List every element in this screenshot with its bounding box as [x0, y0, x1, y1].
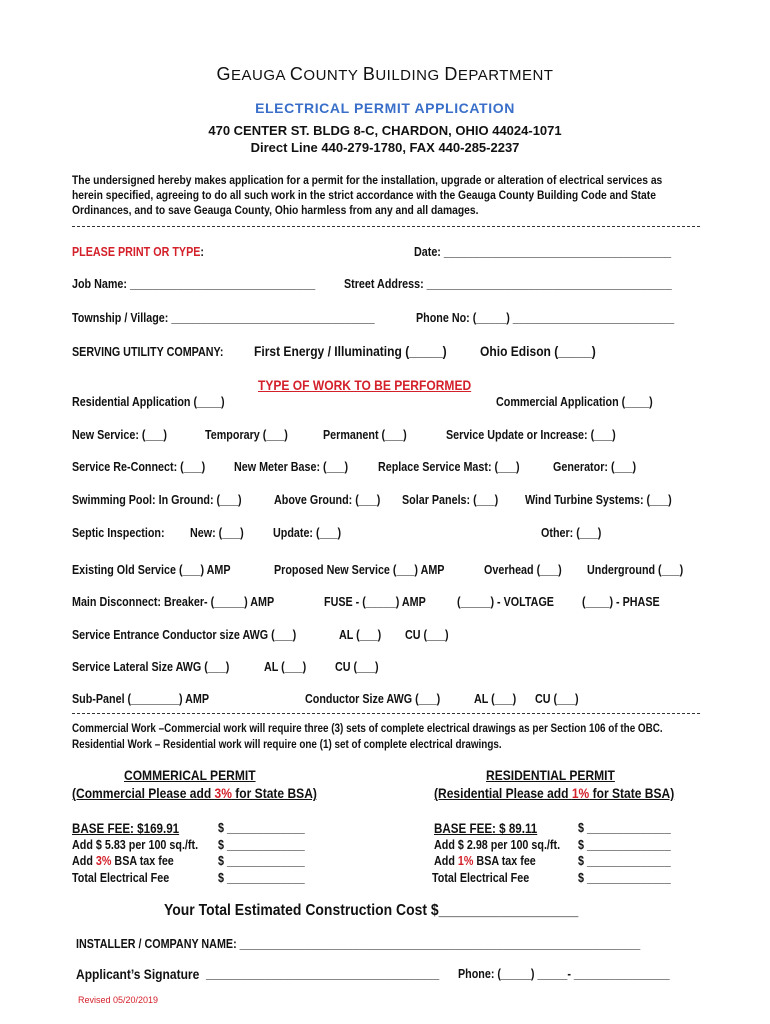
service-reconnect-option[interactable]: Service Re-Connect: (___) — [72, 460, 206, 474]
dept-text: UILDING — [375, 67, 445, 84]
main-disconnect-field[interactable]: Main Disconnect: Breaker- (_____) AMP — [72, 595, 275, 609]
applicant-signature-line[interactable]: _______________________________________ — [206, 967, 440, 981]
new-meter-base-option[interactable]: New Meter Base: (___) — [234, 460, 349, 474]
please-print-text: PLEASE PRINT OR TYPE — [72, 245, 201, 259]
dept-text: OUNTY — [303, 67, 363, 84]
lateral-cu-option[interactable]: CU (___) — [335, 660, 379, 674]
conductor-cu-option[interactable]: CU (___) — [535, 692, 579, 706]
commercial-base-fee: BASE FEE: $169.91 — [72, 821, 180, 836]
conductor-al-option[interactable]: AL (___) — [474, 692, 517, 706]
residential-fee-blank[interactable]: $ ______________ — [578, 838, 671, 852]
residential-fee-blank[interactable]: $ ______________ — [578, 871, 671, 885]
dept-letter: D — [444, 64, 458, 84]
commercial-total-fee: Total Electrical Fee — [72, 871, 170, 885]
commercial-fee-blank[interactable]: $ _____________ — [218, 821, 305, 835]
bsa-text: Add — [72, 854, 96, 868]
township-field[interactable]: Township / Village: __________________________________ — [72, 311, 375, 325]
underground-option[interactable]: Underground (___) — [587, 563, 684, 577]
revised-date: Revised 05/20/2019 — [78, 995, 159, 1005]
street-address-field[interactable]: Street Address: _________________________________________ — [344, 277, 672, 291]
residential-permit-subtitle — [434, 785, 674, 801]
swimming-pool-in-ground-option[interactable]: Swimming Pool: In Ground: (___) — [72, 493, 242, 507]
service-lateral-size-field[interactable]: Service Lateral Size AWG (___) — [72, 660, 230, 674]
replace-service-mast-option[interactable]: Replace Service Mast: (___) — [378, 460, 520, 474]
solar-panels-option[interactable]: Solar Panels: (___) — [402, 493, 499, 507]
commercial-application-option[interactable]: Commercial Application (____) — [496, 395, 653, 409]
bsa-percent: 3% — [214, 785, 232, 801]
date-field[interactable]: Date: ______________________________________ — [414, 245, 672, 259]
generator-option[interactable]: Generator: (___) — [553, 460, 637, 474]
form-title: ELECTRICAL PERMIT APPLICATION — [255, 100, 515, 116]
conductor-size-field[interactable]: Conductor Size AWG (___) — [305, 692, 441, 706]
total-construction-cost-field[interactable]: Your Total Estimated Construction Cost $__________________ — [164, 902, 579, 919]
department-name — [0, 64, 770, 85]
residential-per-sqft: Add $ 2.98 per 100 sq./ft. — [434, 838, 561, 852]
septic-new-option[interactable]: New: (___) — [190, 526, 244, 540]
dept-letter: B — [362, 64, 376, 84]
existing-old-service-field[interactable]: Existing Old Service (___) AMP — [72, 563, 231, 577]
above-ground-option[interactable]: Above Ground: (___) — [274, 493, 381, 507]
dept-text: EAUGA — [231, 67, 290, 84]
service-update-option[interactable]: Service Update or Increase: (___) — [446, 428, 616, 442]
serving-utility-label: SERVING UTILITY COMPANY: — [72, 345, 224, 359]
commercial-permit-title: COMMERICAL PERMIT — [124, 767, 256, 783]
commercial-fee-blank[interactable]: $ _____________ — [218, 854, 305, 868]
permanent-option[interactable]: Permanent (___) — [323, 428, 407, 442]
overhead-option[interactable]: Overhead (___) — [484, 563, 562, 577]
subtitle-text: for State BSA) — [231, 785, 317, 801]
subtitle-text: for State BSA) — [589, 785, 675, 801]
voltage-field[interactable]: (_____) - VOLTAGE — [457, 595, 554, 609]
phase-field[interactable]: (____) - PHASE — [582, 595, 660, 609]
please-print-label — [72, 245, 204, 259]
bsa-text: BSA tax fee — [111, 854, 174, 868]
commercial-fee-blank[interactable]: $ _____________ — [218, 871, 305, 885]
residential-work-note: Residential Work – Residential work will require one (1) set of complete electrical drawings. — [72, 739, 502, 751]
proposed-new-service-field[interactable]: Proposed New Service (___) AMP — [274, 563, 445, 577]
intro-line-3: Ordinances, and to save Geauga County, Ohio harmless from any and all damages. — [72, 205, 479, 217]
residential-fee-blank[interactable]: $ ______________ — [578, 854, 671, 868]
phone-line: Direct Line 440-279-1780, FAX 440-285-2237 — [250, 140, 520, 155]
dept-letter: C — [289, 64, 304, 84]
divider — [72, 713, 700, 714]
applicant-signature-label: Applicant’s Signature — [76, 966, 200, 982]
installer-company-field[interactable]: INSTALLER / COMPANY NAME: ___________________________________________________________________ — [76, 937, 641, 951]
please-print-colon: : — [200, 245, 205, 259]
divider — [72, 226, 700, 227]
bsa-percent: 1% — [571, 785, 590, 801]
bsa-percent: 3% — [95, 854, 112, 868]
commercial-fee-blank[interactable]: $ _____________ — [218, 838, 305, 852]
septic-update-option[interactable]: Update: (___) — [273, 526, 342, 540]
commercial-bsa-fee — [72, 854, 174, 868]
sub-panel-field[interactable]: Sub-Panel (________) AMP — [72, 692, 210, 706]
entrance-cu-option[interactable]: CU (___) — [405, 628, 449, 642]
residential-fee-blank[interactable]: $ ______________ — [578, 821, 671, 835]
wind-turbine-option[interactable]: Wind Turbine Systems: (___) — [525, 493, 672, 507]
septic-inspection-label: Septic Inspection: — [72, 526, 165, 540]
entrance-al-option[interactable]: AL (___) — [339, 628, 382, 642]
service-entrance-conductor-field[interactable]: Service Entrance Conductor size AWG (___) — [72, 628, 297, 642]
fuse-field[interactable]: FUSE - (_____) AMP — [324, 595, 426, 609]
intro-line-1: The undersigned hereby makes application for a permit for the installation, upgrade or alteration of electrical services as — [72, 175, 663, 187]
ohio-edison-option[interactable]: Ohio Edison (_____) — [480, 343, 596, 359]
type-of-work-heading: TYPE OF WORK TO BE PERFORMED — [258, 377, 472, 393]
bsa-text: BSA tax fee — [473, 854, 536, 868]
residential-application-option[interactable]: Residential Application (____) — [72, 395, 225, 409]
first-energy-option[interactable]: First Energy / Illuminating (_____) — [254, 343, 447, 359]
bsa-text: Add — [434, 854, 458, 868]
residential-permit-title: RESIDENTIAL PERMIT — [486, 767, 615, 783]
commercial-per-sqft: Add $ 5.83 per 100 sq./ft. — [72, 838, 199, 852]
residential-base-fee: BASE FEE: $ 89.11 — [434, 821, 538, 836]
job-name-field[interactable]: Job Name: _______________________________ — [72, 277, 316, 291]
lateral-al-option[interactable]: AL (___) — [264, 660, 307, 674]
dept-text: EPARTMENT — [457, 67, 554, 84]
residential-total-fee: Total Electrical Fee — [432, 871, 530, 885]
dept-letter: G — [216, 64, 232, 84]
other-option[interactable]: Other: (___) — [541, 526, 602, 540]
bsa-percent: 1% — [457, 854, 474, 868]
subtitle-text: (Commercial Please add — [72, 785, 215, 801]
new-service-option[interactable]: New Service: (___) — [72, 428, 168, 442]
intro-line-2: herein specified, agreeing to do all such work in the strict accordance with the Geauga County Building Code and State — [72, 190, 656, 202]
applicant-phone-field[interactable]: Phone: (_____) _____- ________________ — [458, 967, 670, 981]
address-line: 470 CENTER ST. BLDG 8-C, CHARDON, OHIO 44024-1071 — [208, 123, 562, 138]
commercial-permit-subtitle — [72, 785, 317, 801]
subtitle-text: (Residential Please add — [434, 785, 572, 801]
phone-no-field[interactable]: Phone No: (_____) ___________________________ — [416, 311, 675, 325]
residential-bsa-fee — [434, 854, 536, 868]
temporary-option[interactable]: Temporary (___) — [205, 428, 288, 442]
commercial-work-note: Commercial Work –Commercial work will require three (3) sets of complete electrical drawings as per Section 106 of the OBC. — [72, 723, 663, 735]
